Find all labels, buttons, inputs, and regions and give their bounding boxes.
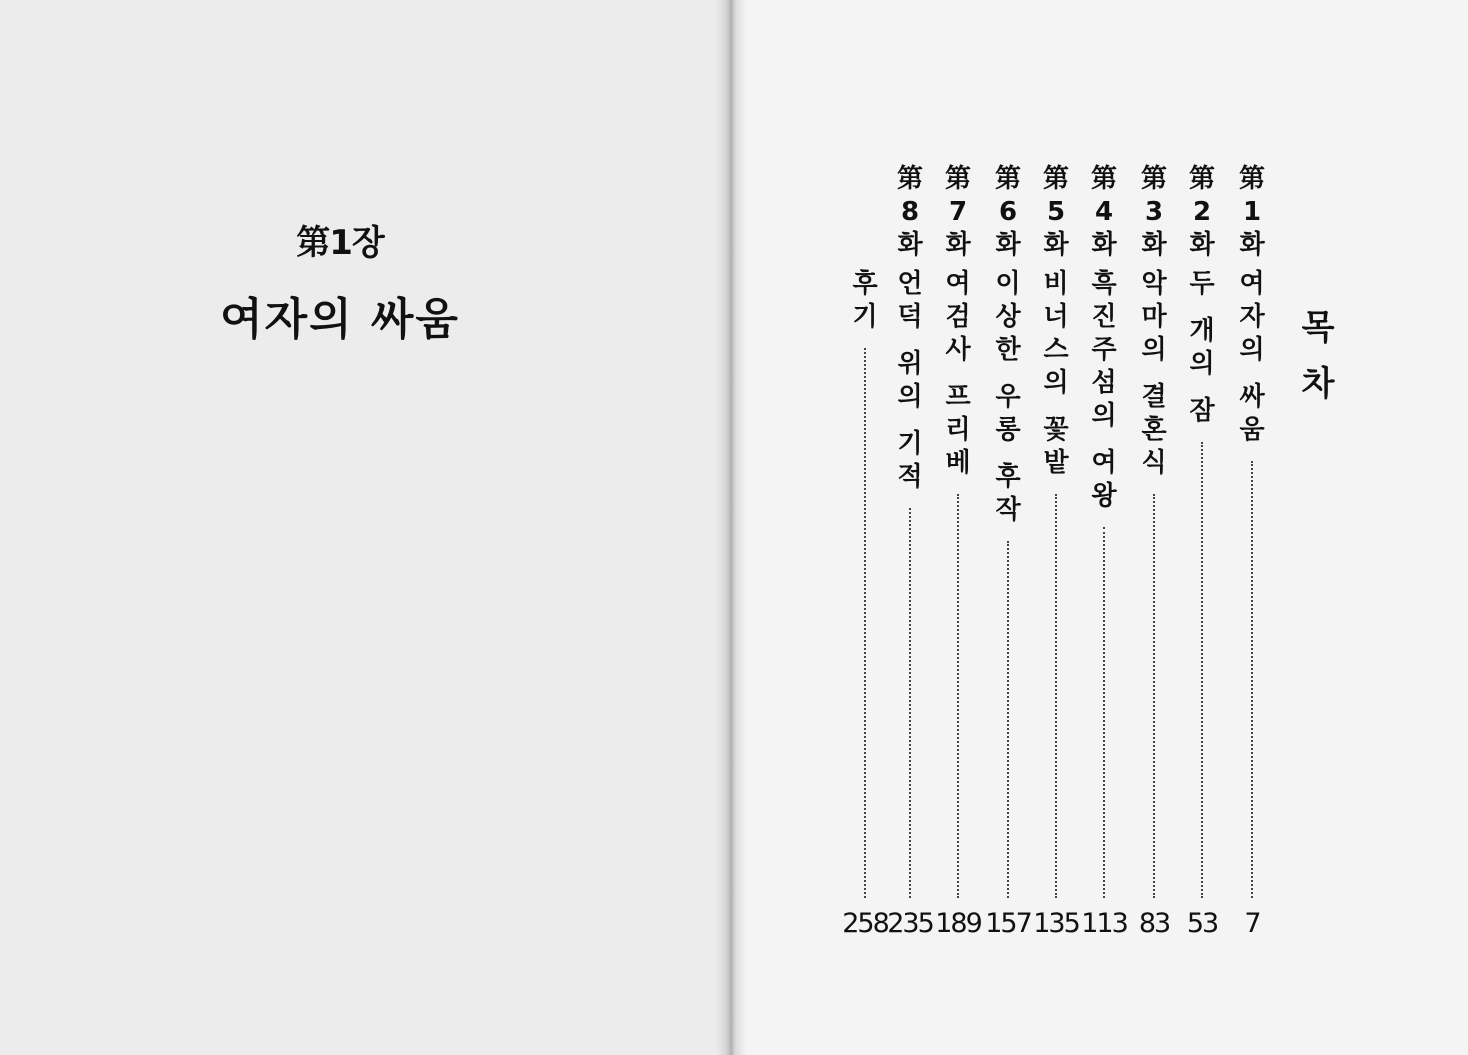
- toc-leader-dots: [1103, 527, 1105, 898]
- toc-entry-label: 第 3 화: [1140, 164, 1167, 260]
- chapter-number: 第1장: [296, 223, 384, 263]
- toc-leader-dots: [1251, 461, 1253, 898]
- toc-entry-title: 후 기: [852, 269, 878, 332]
- toc-entry-page: 53: [1186, 908, 1218, 939]
- toc-entry[interactable]: [1232, 0, 1272, 1055]
- toc-entry-label: 第 5 화: [1042, 164, 1069, 260]
- toc-entry-title: 악 마 의 결 혼 식: [1141, 269, 1167, 478]
- toc-entry-page: 258: [842, 908, 888, 939]
- toc-leader-dots: [909, 508, 911, 898]
- toc-entry-title: 흑 진 주 섬 의 여 왕: [1091, 269, 1117, 511]
- toc-entry[interactable]: [935, 0, 981, 1055]
- toc-entry-title: 두 개 의 잠: [1189, 269, 1215, 426]
- toc-leader-dots: [864, 348, 866, 898]
- toc-entry-page: 113: [1081, 908, 1127, 939]
- toc-entry[interactable]: [842, 0, 888, 1055]
- toc-entry-title: 이 상 한 우 롱 후 작: [995, 269, 1021, 525]
- toc-leader-dots: [1055, 494, 1057, 898]
- toc-entry[interactable]: [1081, 0, 1127, 1055]
- toc-entry[interactable]: [985, 0, 1031, 1055]
- toc-entry-page: 189: [935, 908, 981, 939]
- toc-entry-label: 第 1 화: [1238, 164, 1265, 260]
- toc-entry-label: 第 8 화: [896, 164, 923, 260]
- toc-entry[interactable]: [887, 0, 933, 1055]
- toc-entry[interactable]: [1182, 0, 1222, 1055]
- toc-entry-title: 여 검 사 프 리 베: [945, 269, 971, 478]
- toc-entry-title: 여 자 의 싸 움: [1239, 269, 1265, 445]
- toc-leader-dots: [1153, 494, 1155, 898]
- toc-entry-page: 83: [1138, 908, 1170, 939]
- toc-heading-char: 차: [1301, 364, 1335, 404]
- toc-entry-page: 157: [985, 908, 1031, 939]
- toc-entry-label: 第 2 화: [1188, 164, 1215, 260]
- toc-entry-label: 第 7 화: [944, 164, 971, 260]
- toc-entry[interactable]: [1033, 0, 1079, 1055]
- book-gutter: [716, 0, 746, 1055]
- toc-entry-page: 235: [887, 908, 933, 939]
- toc-heading-char: 목: [1301, 308, 1335, 348]
- toc-heading: [1296, 300, 1340, 412]
- toc-leader-dots: [1007, 541, 1009, 898]
- toc-leader-dots: [957, 494, 959, 898]
- toc-entry-title: 언 덕 위 의 기 적: [897, 269, 923, 492]
- chapter-title: 여자의 싸움: [220, 294, 460, 345]
- toc-leader-dots: [1201, 442, 1203, 898]
- left-page: [0, 0, 728, 1055]
- toc-entry[interactable]: [1134, 0, 1174, 1055]
- toc-entry-page: 7: [1244, 908, 1260, 939]
- toc-entry-title: 비 너 스 의 꽃 밭: [1043, 269, 1069, 478]
- toc-entry-label: 第 4 화: [1090, 164, 1117, 260]
- toc-entry-page: 135: [1033, 908, 1079, 939]
- toc-entry-label: 第 6 화: [994, 164, 1021, 260]
